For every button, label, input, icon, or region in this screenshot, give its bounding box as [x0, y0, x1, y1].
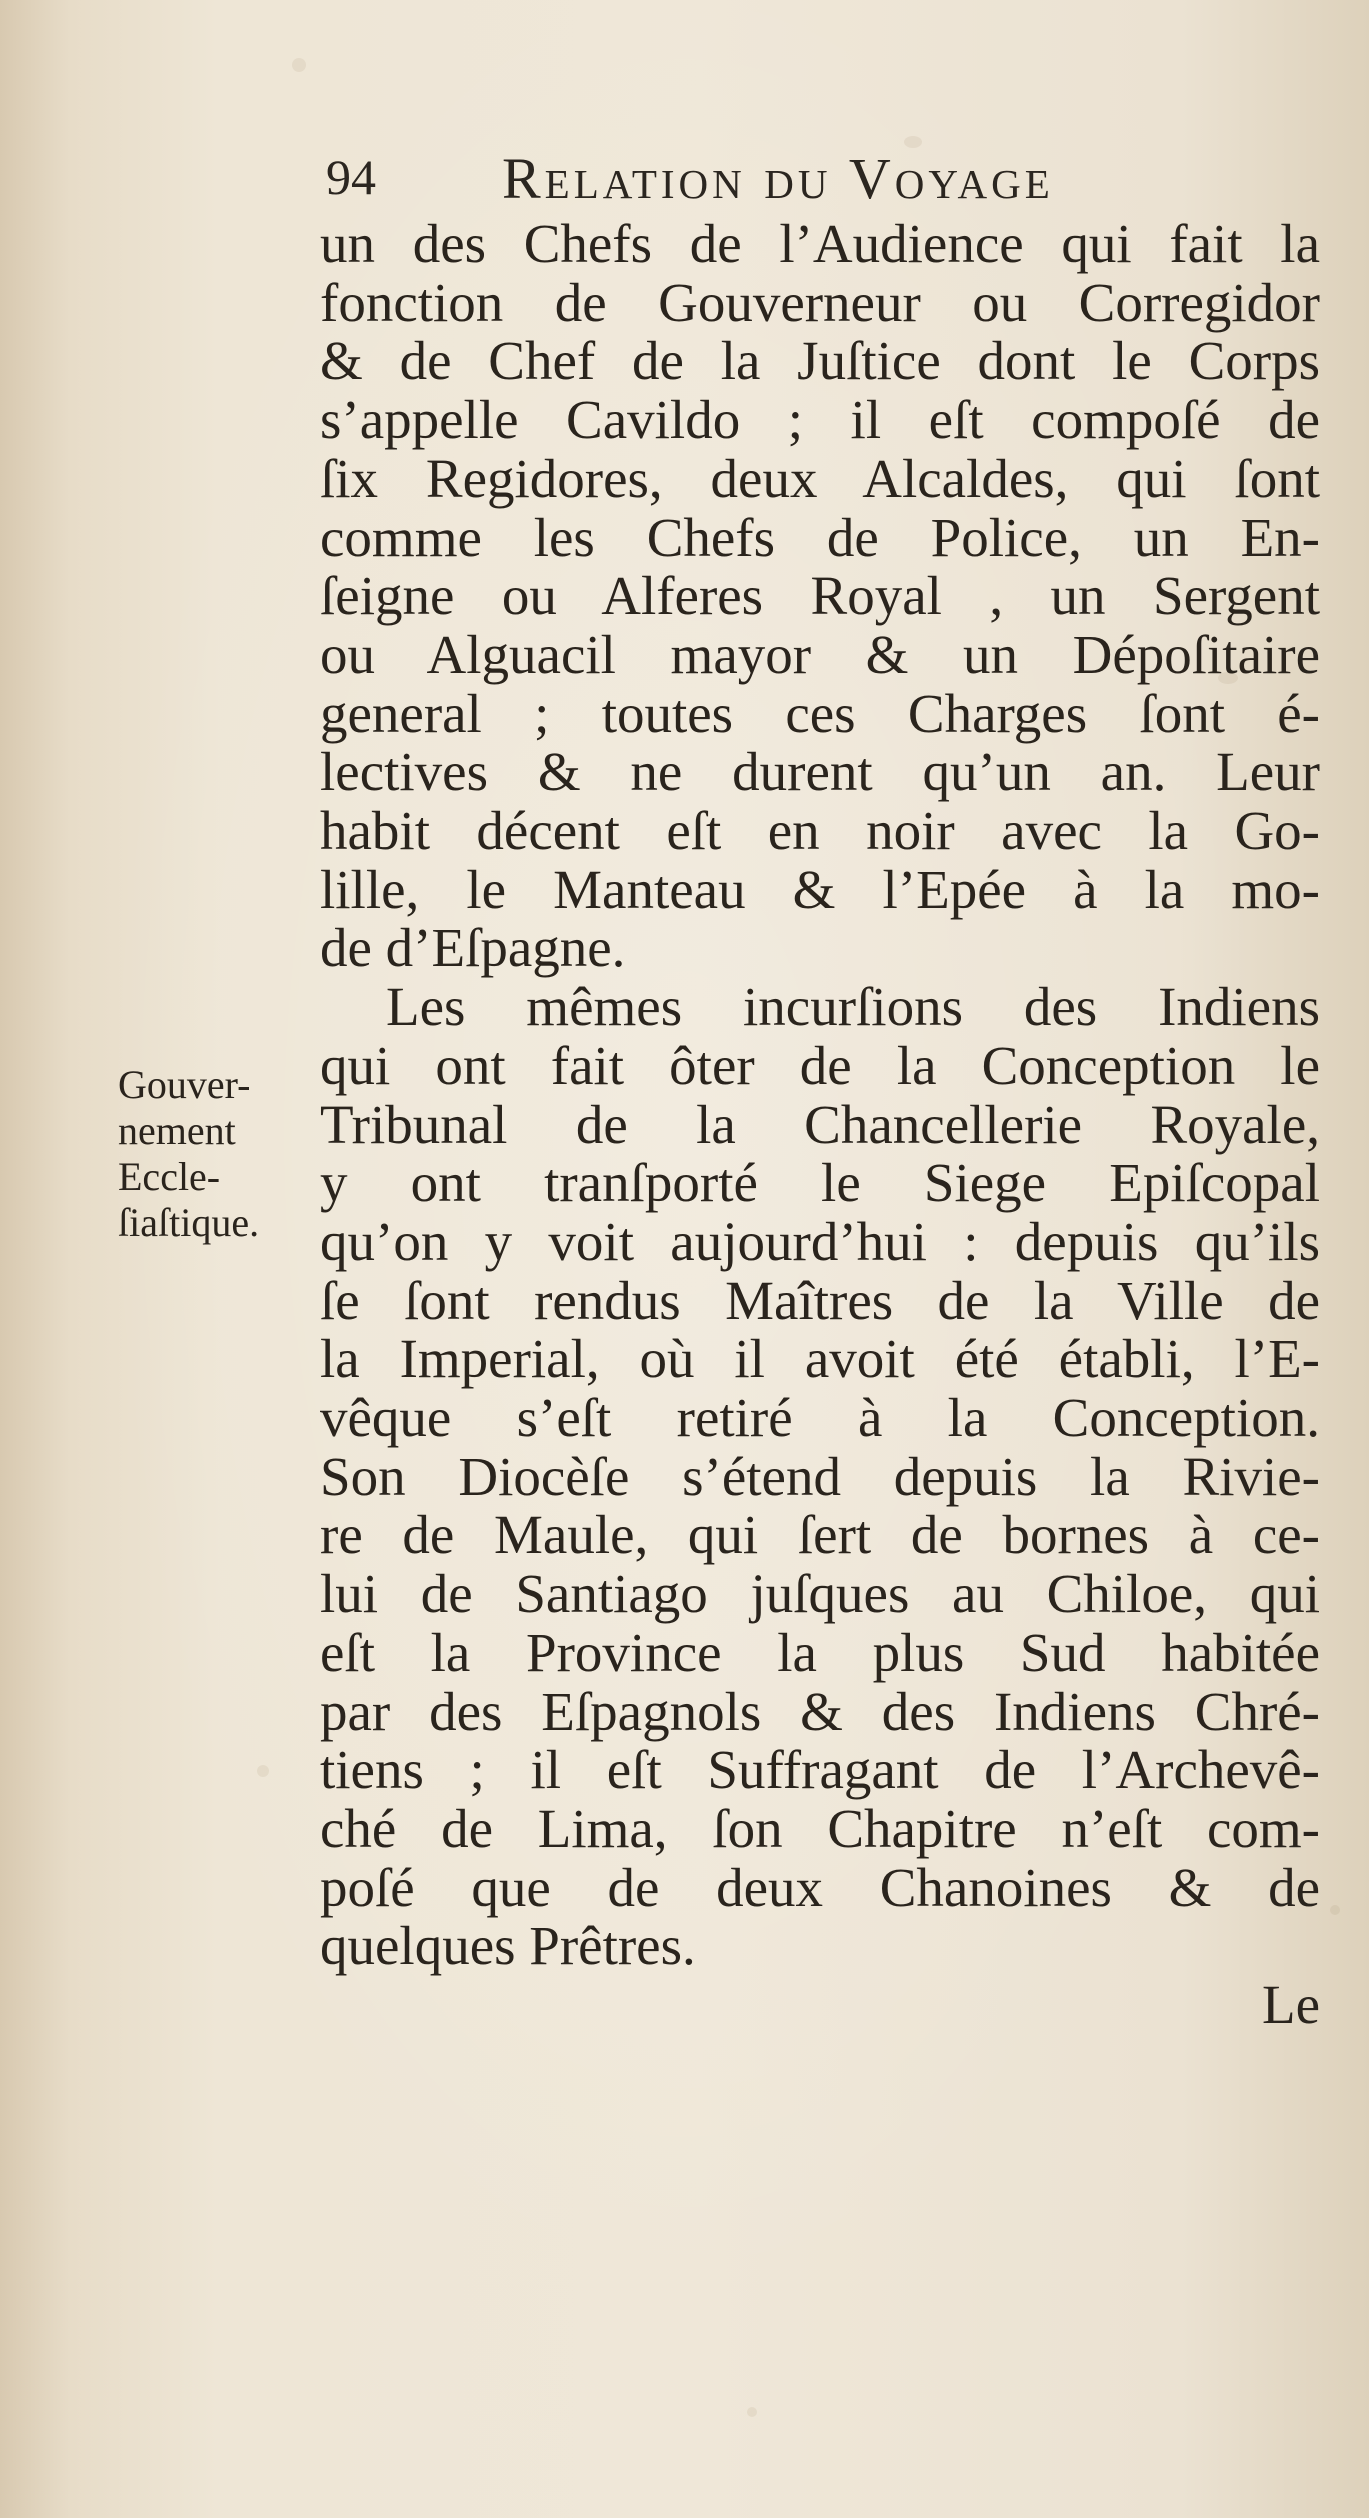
text-line: general ; toutes ces Charges ſont é-: [320, 682, 1320, 744]
text-line: ſix Regidores, deux Alcaldes, qui ſont: [320, 447, 1320, 509]
text-line: Son Diocèſe s’étend depuis la Rivie-: [320, 1445, 1320, 1507]
paper-speck: [1330, 1905, 1340, 1915]
text-line: poſé que de deux Chanoines & de: [320, 1856, 1320, 1918]
text-line: y ont tranſporté le Siege Epiſcopal: [320, 1152, 1320, 1214]
text-line: de d’Eſpagne.: [320, 917, 626, 979]
text-line: qui ont fait ôter de la Conception le: [320, 1034, 1320, 1096]
text-line: lui de Santiago juſques au Chiloe, qui: [320, 1563, 1320, 1625]
main-text: [320, 215, 1320, 2035]
text-line: & de Chef de la Juſtice dont le Corps: [320, 330, 1320, 392]
margin-note-line: Gouver-: [118, 1062, 251, 1107]
text-line: s’appelle Cavildo ; il eſt compoſé de: [320, 389, 1320, 451]
text-line: Tribunal de la Chancellerie Royale,: [320, 1093, 1320, 1155]
text-line: lille, le Manteau & l’Epée à la mo-: [320, 858, 1320, 920]
text-line: vêque s’eſt retiré à la Conception.: [320, 1387, 1320, 1449]
margin-note-line: Eccle-: [118, 1154, 221, 1199]
catchword: Le: [1261, 1974, 1320, 2036]
paper-speck: [904, 136, 922, 148]
text-line: ſe ſont rendus Maîtres de la Ville de: [320, 1269, 1320, 1331]
paragraph-first-line: Les mêmes incurſions des Indiens: [386, 976, 1320, 1038]
text-line: eſt la Province la plus Sud habitée: [320, 1621, 1320, 1683]
margin-note: [118, 1062, 288, 1246]
page-number: 94: [326, 149, 376, 205]
text-line: qu’on y voit aujourd’hui : depuis qu’ils: [320, 1210, 1320, 1272]
text-line: ſeigne ou Alferes Royal , un Sergent: [320, 565, 1320, 627]
running-header: [326, 146, 1346, 220]
text-line: fonction de Gouverneur ou Corregidor: [320, 271, 1320, 333]
running-head-title: Relation du Voyage: [502, 146, 1054, 211]
text-line: lectives & ne durent qu’un an. Leur: [320, 741, 1320, 803]
paper-speck: [292, 58, 306, 72]
margin-note-line: nement: [118, 1108, 236, 1153]
paper-speck: [747, 2407, 757, 2417]
text-line: quelques Prêtres.: [320, 1915, 696, 1977]
text-line: un des Chefs de l’Audience qui fait la: [320, 213, 1320, 274]
paper-speck: [257, 1765, 269, 1777]
text-line: comme les Chefs de Police, un En-: [320, 506, 1320, 568]
text-line: ou Alguacil mayor & un Dépoſitaire: [320, 623, 1320, 685]
text-line: la Imperial, où il avoit été établi, l’E-: [320, 1328, 1320, 1390]
text-line: habit décent eſt en noir avec la Go-: [320, 800, 1320, 862]
text-line: re de Maule, qui ſert de bornes à ce-: [320, 1504, 1320, 1566]
text-line: ché de Lima, ſon Chapitre n’eſt com-: [320, 1797, 1320, 1859]
text-line: par des Eſpagnols & des Indiens Chré-: [320, 1680, 1320, 1742]
text-line: tiens ; il eſt Suffragant de l’Archevê-: [320, 1739, 1320, 1801]
margin-note-line: ſiaſtique.: [118, 1200, 260, 1245]
